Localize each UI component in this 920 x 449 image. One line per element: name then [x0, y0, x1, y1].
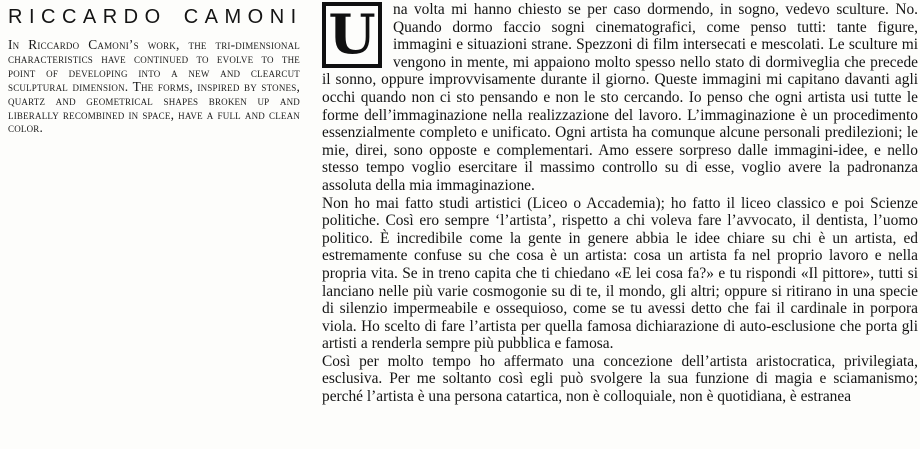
intro-paragraph: In Riccardo Camoni’s work, the tri-dimensional characteristics have continued to evolve to the point of developing into a new and clearcut sculptural dimension. The forms, inspired by stones, quartz and geometrical shapes broken up and liberally recombined in space, have a full and clean color. [8, 37, 300, 136]
main-text-column [322, 1, 918, 406]
interview-paragraph-3: Così per molto tempo ho affermato una concezione dell’artista aristocratica, privilegiata, esclusiva. Per me soltanto così egli può svolgere la sua funzione di magia e sciamanismo; perché l’artista è una persona catartica, non è colloquiale, non è quotidiana, è estranea [322, 352, 918, 406]
dropcap-letter-u: U [328, 2, 376, 66]
article-title: RICCARDO CAMONI [8, 6, 303, 28]
left-column [8, 6, 303, 136]
interview-paragraph-1 [322, 1, 918, 195]
dropcap-box [322, 2, 382, 68]
paragraph-1-text: na volta mi hanno chiesto se per caso dormendo, in sogno, vedevo sculture. No. Quando dormo faccio sogni cinematografici, come penso tutti: tante figure, immagini e situazioni strane. Spezzoni di film intersecati e mescolati. Le sculture mi vengono in mente, mi appaiono molto spesso nello stato di dormiveglia che precede il sonno, oppure improvvisamente durante il giorno. Queste immagini mi capitano davanti agli occhi quando non ci sto pensando e non le sto cercando. Io penso che ogni artista usi tutte le forme dell’immaginazione nella realizzazione del lavoro. L’immaginazione è un procedimento essenzialmente completo e unificato. Ogni artista ha comunque alcune personali predilezioni; le mie, direi, sono opposte e complementari. Amo essere sorpreso dalle immagini-idee, e nello stesso tempo voglio esercitare il massimo controllo su di esse, voglio avere la padronanza assoluta della mia immaginazione. [322, 1, 918, 194]
interview-paragraph-2: Non ho mai fatto studi artistici (Liceo o Accademia); ho fatto il liceo classico e poi Scienze politiche. Così ero sempre ‘l’artista’, rispetto a chi voleva fare l’avvocato, il dentista, l’uomo politico. È incredibile come la gente in genere abbia le idee chiare su chi è un artista, ed estremamente confuse su che cosa è un artista: cosa un artista fa nel proprio lavoro e nella propria vita. Se in treno capita che ti chiedano «E lei cosa fa?» e tu rispondi «Il pittore», tutti si lanciano nelle più varie cosmogonie su di te, il mondo, gli altri; oppure si ritirano in una specie di silenzio impermeabile e ossequioso, come se tu avessi detto che fai il cardinale in porpora viola. Ho scelto di fare l’artista per quella famosa dichiarazione di auto-esclusione che porta gli artisti a renderla sempre più pubblica e famosa. [322, 194, 918, 353]
